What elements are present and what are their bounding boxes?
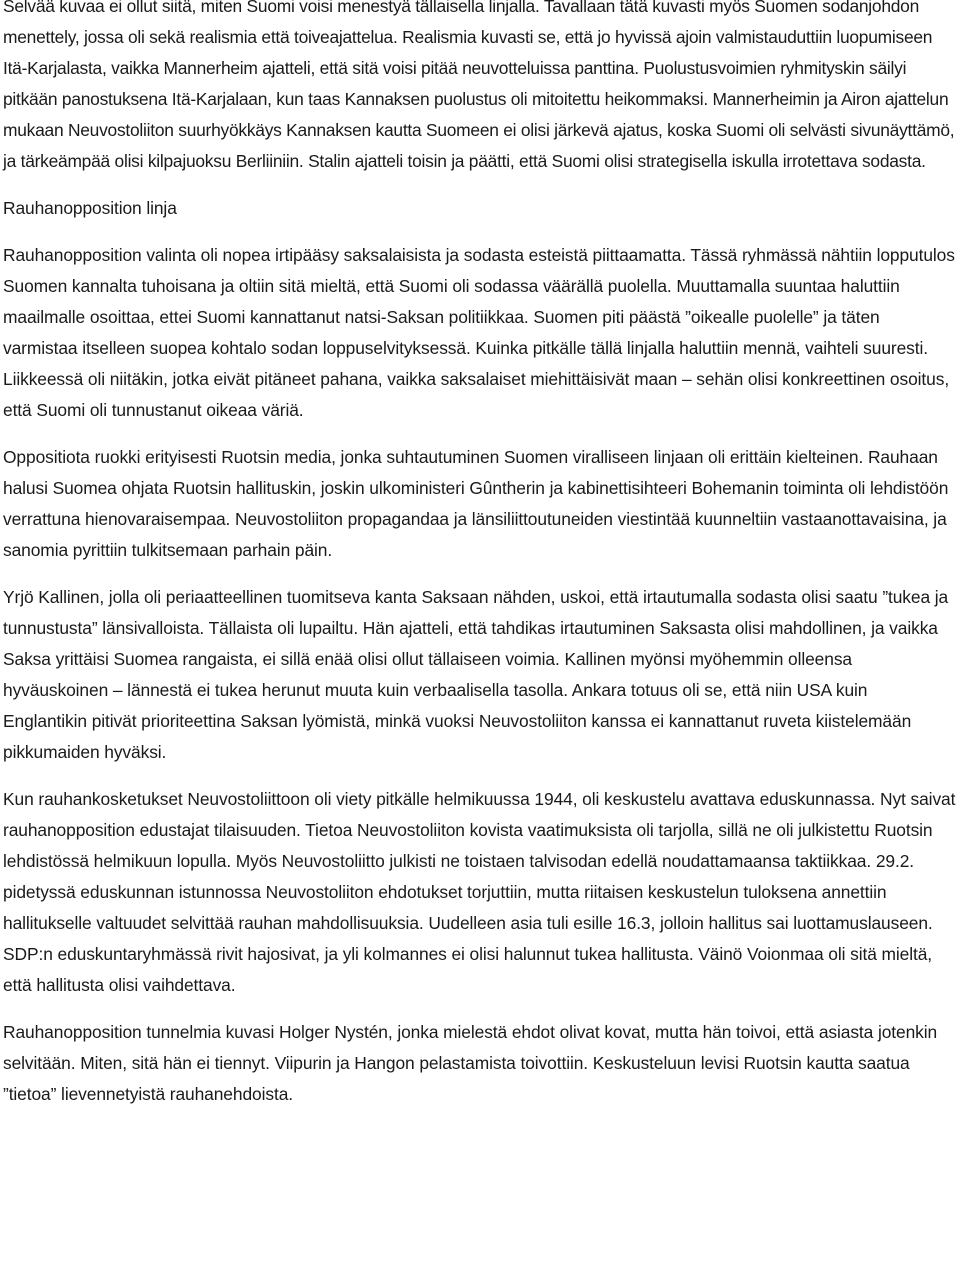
section-heading: Rauhanopposition linja — [3, 198, 177, 218]
paragraph-sweden-media: Oppositiota ruokki erityisesti Ruotsin media, jonka suhtautuminen Suomen viralliseen linjaan oli erittäin kielteinen. Rauhaan halusi Suomea ohjata Ruotsin hallituskin, joskin ulkoministeri Gûntherin ja kabinettisihteeri Bohemanin toiminta oli lehdistöön verrattuna hienovaraisempaa. Neuvostoliiton propagandaa ja länsiliittoutuneiden viestintää kuunneltiin vastaanottavaisina, ja sanomia pyrittiin tulkitsemaan parhain päin. — [3, 447, 949, 560]
paragraph-nysten: Rauhanopposition tunnelmia kuvasi Holger Nystén, jonka mielestä ehdot olivat kovat, mutta hän toivoi, että asiasta jotenkin selvitään. Miten, sitä hän ei tiennyt. Viipurin ja Hangon pelastamista toivottiin. Keskusteluun levisi Ruotsin kautta saatua ”tietoa” lievennetyistä rauhanehdoista. — [3, 1022, 938, 1104]
paragraph-kallinen: Yrjö Kallinen, jolla oli periaatteellinen tuomitseva kanta Saksaan nähden, uskoi, että irtautumalla sodasta olisi saatu ”tukea ja tunnustusta” länsivalloista. Tällaista oli lupailtu. Hän ajatteli, että tahdikas irtautuminen Saksasta olisi mahdollinen, ja vaikka Saksa yrittäisi Suomea rangaista, ei sillä enää olisi ollut tällaiseen voimia. Kallinen myönsi myöhemmin olleensa hyväuskoinen – lännestä ei tukea herunut muuta kuin verbaalisella tasolla. Ankara totuus oli se, että niin USA kuin Englantikin pitivät prioriteettina Saksan lyömistä, minkä vuoksi Neuvostoliiton kanssa ei kannattanut ruveta kiistelemään pikkumaiden hyväksi. — [3, 587, 949, 762]
paragraph-opposition: Rauhanopposition valinta oli nopea irtipääsy saksalaisista ja sodasta esteistä piittaamatta. Tässä ryhmässä nähtiin lopputulos Suomen kannalta tuhoisana ja oltiin sitä mieltä, että Suomi oli sodassa väärällä puolella. Muuttamalla suuntaa haluttiin maailmalle osoittaa, ettei Suomi kannattanut natsi-Saksan politiikkaa. Suomen piti päästä ”oikealle puolelle” ja täten varmistaa itselleen suopea kohtalo sodan loppuselvityksessä. Kuinka pitkälle tällä linjalla haluttiin mennä, vaihteli suuresti. Liikkeessä oli niitäkin, jotka eivät pitäneet pahana, vaikka saksalaiset miehittäisivät maan – sehän olisi konkreettinen osoitus, että Suomi oli tunnustanut oikeaa väriä. — [3, 245, 955, 420]
paragraph-intro: Selvää kuvaa ei ollut siitä, miten Suomi voisi menestyä tällaisella linjalla. Tavallaan tätä kuvasti myös Suomen sodanjohdon menettely, jossa oli sekä realismia että toiveajattelua. Realismia kuvasti se, että jo hyvissä ajoin valmistauduttiin luopumiseen Itä-Karjalasta, vaikka Mannerheim ajatteli, että sitä voisi pitää neuvotteluissa panttina. Puolustusvoimien ryhmityskin säilyi pitkään panostuksena Itä-Karjalaan, kun taas Kannaksen puolustus oli mitoitettu heikommaksi. Mannerheimin ja Airon ajattelun mukaan Neuvostoliiton suurhyökkäys Kannaksen kautta Suomeen ei olisi järkevä ajatus, koska Suomi oli selvästi sivunäyttämö, ja tärkeämpää olisi kilpajuoksu Berliiniin. Stalin ajatteli toisin ja päätti, että Suomi olisi strategisella iskulla irrotettava sodasta. — [3, 0, 955, 171]
paragraph-parliament: Kun rauhankosketukset Neuvostoliittoon oli viety pitkälle helmikuussa 1944, oli keskustelu avattava eduskunnassa. Nyt saivat rauhanopposition edustajat tilaisuuden. Tietoa Neuvostoliiton kovista vaatimuksista oli tarjolla, sillä ne oli julkistettu Ruotsin lehdistössä helmikuun lopulla. Myös Neuvostoliitto julkisti ne toistaen talvisodan edellä noudattamaansa taktiikkaa. 29.2. pidetyssä eduskunnan istunnossa Neuvostoliiton ehdotukset torjuttiin, mutta riitaisen keskustelun tuloksena annettiin hallitukselle valtuudet selvittää rauhan mahdollisuuksia. Uudelleen asia tuli esille 16.3, jolloin hallitus sai luottamuslauseen. SDP:n eduskuntaryhmässä rivit hajosivat, ja yli kolmannes ei olisi halunnut tukea hallitusta. Väinö Voionmaa oli sitä mieltä, että hallitusta olisi vaihdettava. — [3, 789, 956, 995]
